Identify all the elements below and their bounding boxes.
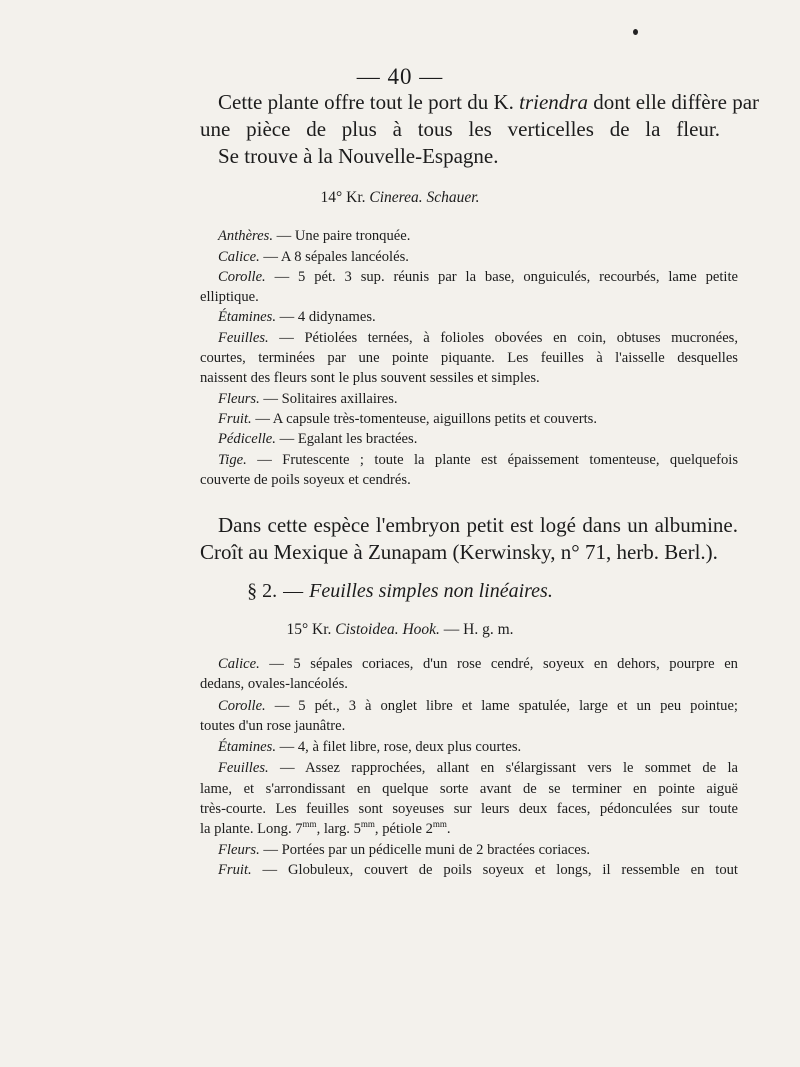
species-15-heading: 15° Kr. Cistoidea. Hook. — H. g. m. (286, 621, 514, 638)
embryo-line-2: Croît au Mexique à Zunapam (Kerwinsky, n° 71, herb. Berl.). (200, 540, 718, 564)
section-heading: § 2. — Feuilles simples non linéaires. (247, 580, 553, 602)
intro-line-2: une pièce de plus à tous les verticelles de la fleur. (200, 117, 720, 141)
s15-fleurs: Fleurs. — Portées par un pédicelle muni de 2 bractées coriaces. (218, 842, 591, 858)
s14-tige-2: couverte de poils soyeux et cendrés. (200, 472, 411, 488)
s14-feuilles-1: Feuilles. — Pétiolées ternées, à folioles obovées en coin, obtuses mucronées, (218, 330, 739, 346)
s14-pedicelle: Pédicelle. — Egalant les bractées. (218, 431, 418, 447)
s15-calice-2: dedans, ovales-lancéolés. (200, 676, 348, 692)
ink-dot (633, 29, 638, 35)
s14-feuilles-2: courtes, terminées par une pointe piquante. Les feuilles à l'aisselle desquelles (200, 350, 738, 366)
s14-fruit: Fruit. — A capsule très-tomenteuse, aiguillons petits et couverts. (218, 411, 597, 427)
s14-etamines: Étamines. — 4 didynames. (218, 309, 376, 325)
s14-tige-1: Tige. — Frutescente ; toute la plante est épaissement tomenteuse, quelquefois (218, 452, 738, 468)
embryo-line-1: Dans cette espèce l'embryon petit est logé dans un albumine. (218, 513, 738, 537)
s15-feuilles-3: très-courte. Les feuilles sont soyeuses sur leurs deux faces, pédonculées sur toute (200, 801, 738, 817)
intro-line-1: Cette plante offre tout le port du K. triendra dont elle diffère par (218, 90, 760, 114)
intro-line-3: Se trouve à la Nouvelle-Espagne. (218, 144, 499, 168)
s14-corolle-1: Corolle. — 5 pét. 3 sup. réunis par la base, onguiculés, recourbés, lame petite (218, 269, 738, 285)
s15-fruit: Fruit. — Globuleux, couvert de poils soyeux et longs, il ressemble en tout (218, 862, 738, 878)
species-14-heading: 14° Kr. Cinerea. Schauer. (320, 189, 480, 206)
s15-corolle-2: toutes d'un rose jaunâtre. (200, 718, 346, 734)
s14-fleurs: Fleurs. — Solitaires axillaires. (218, 391, 398, 407)
s15-etamines: Étamines. — 4, à filet libre, rose, deux plus courtes. (218, 739, 522, 755)
s14-corolle-2: elliptique. (200, 289, 259, 305)
s15-feuilles-2: lame, et s'arrondissant en quelque sorte avant de se terminer en pointe aiguë (200, 781, 738, 797)
s15-feuilles-4: la plante. Long. $7^{mm}$, larg. $5^{mm}$, pétiole $2^{mm}$. (200, 819, 451, 837)
s15-feuilles-1: Feuilles. — Assez rapprochées, allant en s'élargissant vers le sommet de la (218, 760, 738, 776)
s15-calice-1: Calice. — 5 sépales coriaces, d'un rose cendré, soyeux en dehors, pourpre en (218, 656, 738, 672)
s14-feuilles-3: naissent des fleurs sont le plus souvent sessiles et simples. (200, 370, 540, 386)
s14-calice: Calice. — A 8 sépales lancéolés. (218, 249, 409, 265)
page-number: — 40 — (356, 64, 444, 89)
s15-corolle-1: Corolle. — 5 pét., 3 à onglet libre et lame spatulée, large et un peu pointue; (218, 698, 738, 714)
s14-antheres: Anthères. — Une paire tronquée. (218, 228, 411, 244)
